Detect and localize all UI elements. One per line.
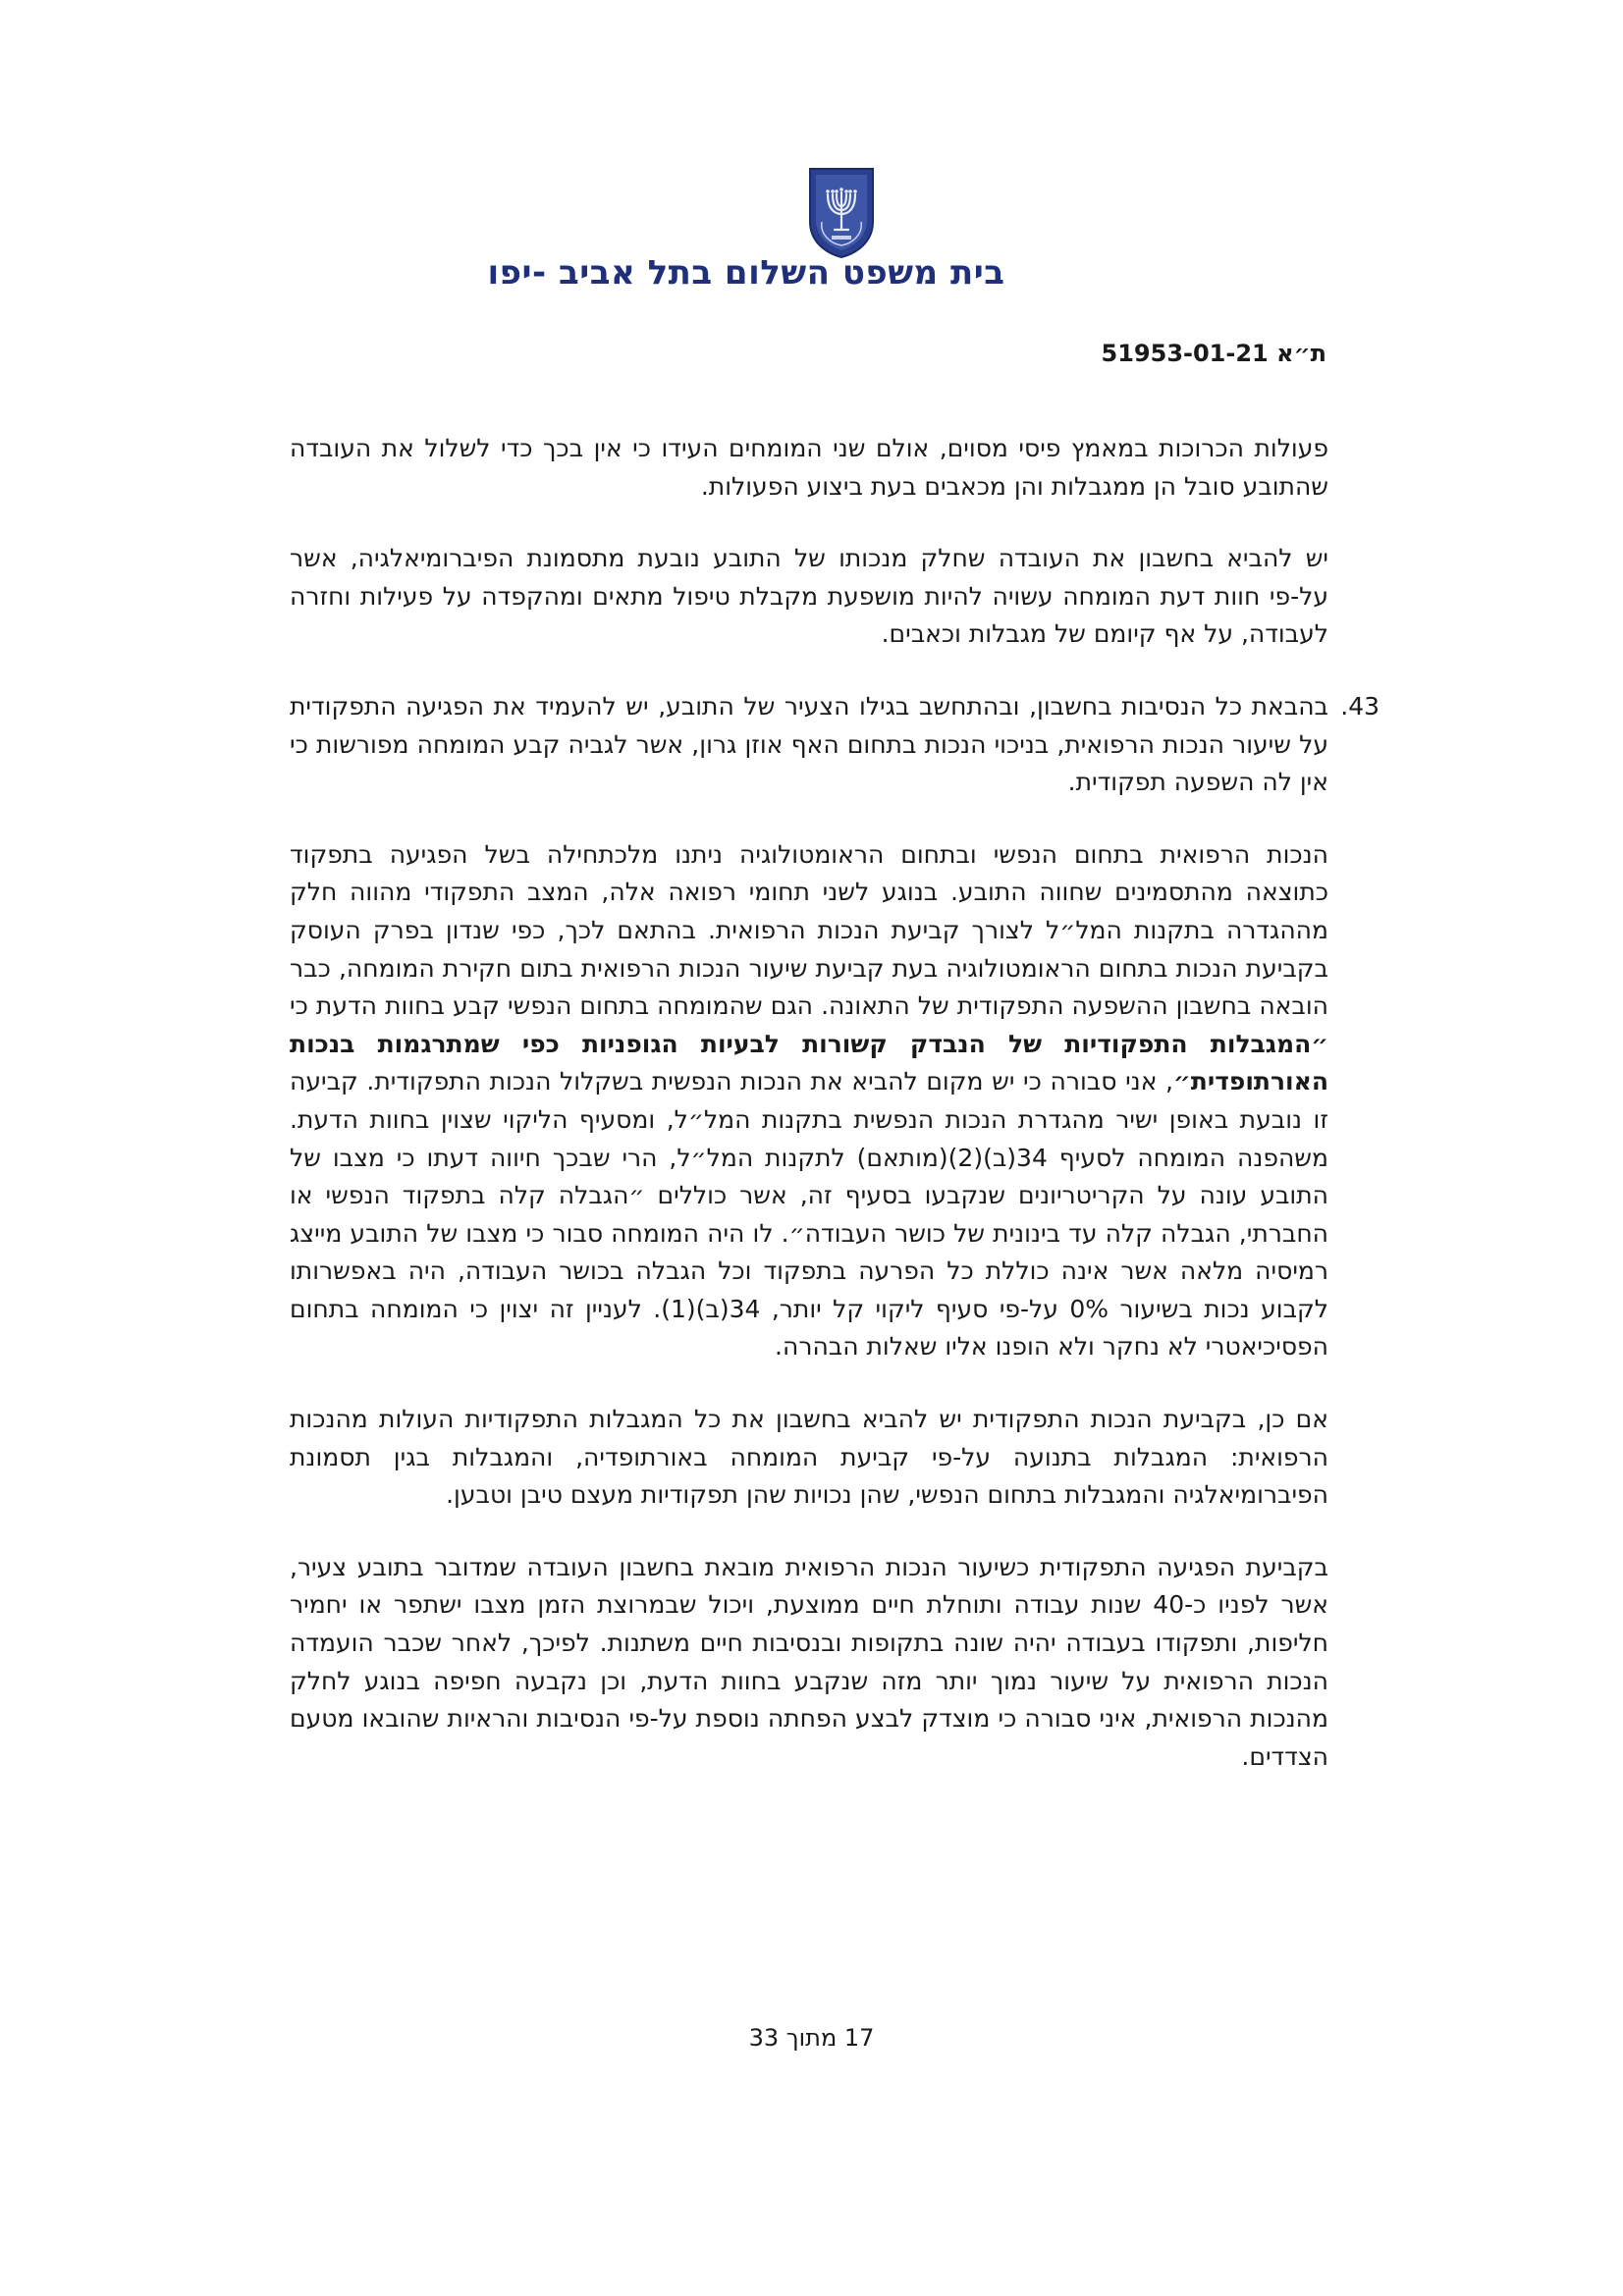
court-title: בית משפט השלום בתל אביב -יפו: [487, 253, 1005, 293]
quoted-bold-text: ״המגבלות התפקודיות של הנבדק קשורות לבעיות הגופניות כפי שמתרגמות בנכות האורתופדית״: [290, 1029, 1328, 1096]
paragraph: [290, 836, 1328, 1366]
paragraph-text: פעולות הכרוכות במאמץ פיסי מסוים, אולם שני המומחים העידו כי אין בכך כדי לשלול את העובדה שהתובע סובל הן ממגבלות והן מכאבים בעת ביצוע הפעולות.: [290, 434, 1328, 501]
paragraph-number: 43.: [1340, 691, 1380, 721]
paragraph-continuation: [290, 430, 1328, 506]
paragraph: [290, 1549, 1328, 1777]
paragraph-text: יש להביא בחשבון את העובדה שחלק מנכותו של התובע נובעת מתסמונת הפיברומיאלגיה, אשר על-פי חוות דעת המומחה עשויה להיות מושפעת מקבלת טיפול מתאים ומהקפדה על פעילות וחזרה לעבודה, על אף קיומם של מגבלות וכאבים.: [290, 544, 1328, 649]
paragraph: [290, 1401, 1328, 1515]
document-body: [290, 430, 1380, 1810]
numbered-paragraph: [290, 688, 1380, 802]
paragraph-text: בקביעת הפגיעה התפקודית כשיעור הנכות הרפואית מובאת בחשבון העובדה שמדובר בתובע צעיר, אשר לפניו כ-40 שנות עבודה ותוחלת חיים ממוצעת, ויכול שבמרוצת הזמן מצבו ישתפר או יחמיר חליפות, ותפקודו בעבודה יהיה שונה בתקופות ובנסיבות חיים משתנות. לפיכך, לאחר שכבר הועמדה הנכות הרפואית על שיעור נמוך יותר מזה שנקבע בחוות הדעת, וכן נקבעה חפיפה בנוגע לחלק מהנכות הרפואית, איני סבורה כי מוצדק לבצע הפחתה נוספת על-פי הנסיבות והראיות שהובאו מטעם הצדדים.: [290, 1552, 1328, 1771]
paragraph: [290, 540, 1328, 654]
page-number: 17 מתוך 33: [748, 2024, 875, 2052]
paragraph-text: אם כן, בקביעת הנכות התפקודית יש להביא בחשבון את כל המגבלות התפקודיות העולות מהנכות הרפואית: המגבלות בתנועה על-פי קביעת המומחה באורתופדיה, והמגבלות בגין תסמונת הפיברומיאלגיה והמגבלות בתחום הנפשי, שהן נכויות שהן תפקודיות מעצם טיבן וטבען.: [290, 1405, 1328, 1510]
state-emblem-icon: [806, 165, 877, 259]
case-number: ת״א 51953-01-21: [1101, 340, 1326, 367]
paragraph-text: בהבאת כל הנסיבות בחשבון, ובהתחשב בגילו הצעיר של התובע, יש להעמיד את הפגיעה התפקודית על שיעור הנכות הרפואית, בניכוי הנכות בתחום האף אוזן גרון, אשר לגביה קבע המומחה מפורשות כי אין לה השפעה תפקודית.: [290, 691, 1328, 797]
paragraph-text: הנכות הרפואית בתחום הנפשי ובתחום הראומטולוגיה ניתנו מלכתחילה בשל הפגיעה בתפקוד כתוצאה מהתסמינים שחווה התובע. בנוגע לשני תחומי רפואה אלה, המצב התפקודי מהווה חלק מההגדרה בתקנות המל״ל לצורך קביעת הנכות הרפואית. בהתאם לכך, כפי שנדון בפרק העוסק בקביעת הנכות בתחום הראומטולוגיה בעת קביעת שיעור הנכות הרפואית בתום חקירת המומחה, כבר הובאה בחשבון ההשפעה התפקודית של התאונה. הגם שהמומחה בתחום הנפשי קבע בחוות הדעת כי: [290, 839, 1328, 1021]
paragraph-text: , אני סבורה כי יש מקום להביא את הנכות הנפשית בשקלול הנכות התפקודית. קביעה זו נובעת באופן ישיר מהגדרת הנכות הנפשית בתקנות המל״ל, ומסעיף הליקוי שצוין בחוות הדעת. משהפנה המומחה לסעיף 34(ב)(2)(מותאם) לתקנות המל״ל, הרי שבכך חיווה דעתו כי מצבו של התובע עונה על הקריטריונים שנקבעו בסעיף זה, אשר כוללים ״הגבלה קלה בתפקוד הנפשי או החברתי, הגבלה קלה עד בינונית של כושר העבודה״. לו היה המומחה סבור כי מצבו של התובע מייצג רמיסיה מלאה אשר אינה כוללת כל הפרעה בתפקוד וכל הגבלה בכושר העבודה, היה באפשרותו לקבוע נכות בשיעור 0% על-פי סעיף ליקוי קל יותר, 34(ב)(1). לעניין זה יצוין כי המומחה בתחום הפסיכיאטרי לא נחקר ולא הופנו אליו שאלות הבהרה.: [290, 1067, 1328, 1362]
